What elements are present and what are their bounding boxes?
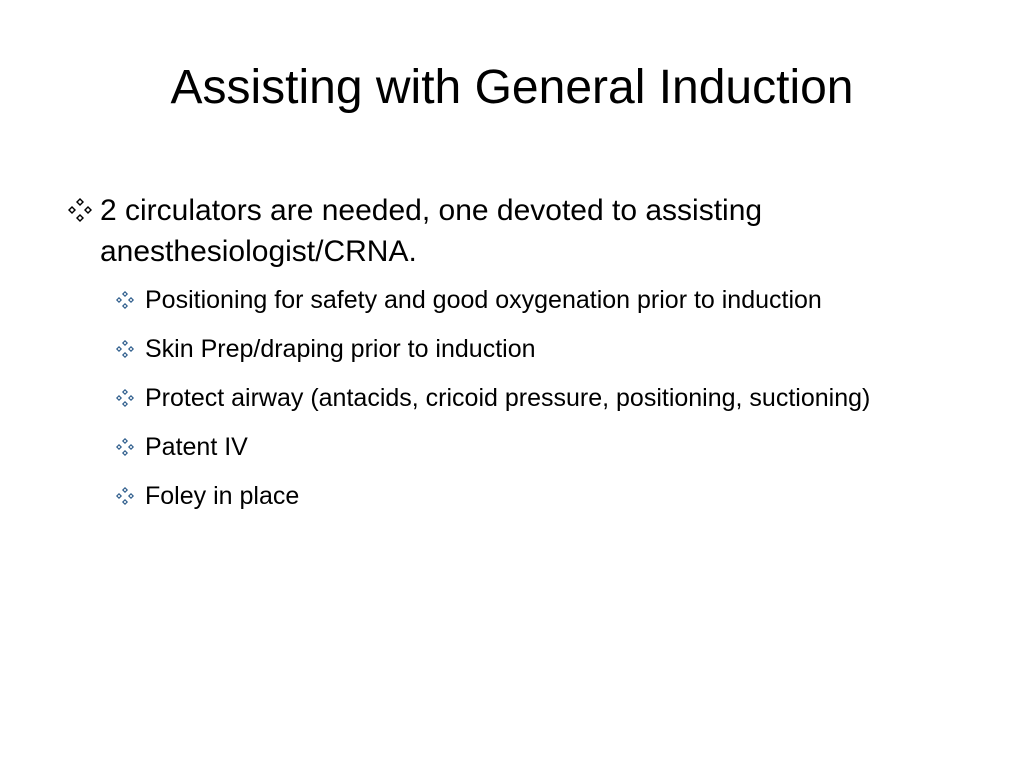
four-diamond-bullet-icon bbox=[111, 280, 141, 321]
subbullet-text: Skin Prep/draping prior to induction bbox=[145, 335, 536, 363]
subbullet-text: Protect airway (antacids, cricoid pressure, positioning, suctioning) bbox=[145, 384, 871, 412]
bullet-level2 bbox=[111, 427, 946, 468]
subbullet-text: Foley in place bbox=[145, 482, 300, 510]
four-diamond-bullet-icon bbox=[111, 378, 141, 419]
bullet-level2 bbox=[111, 280, 946, 321]
four-diamond-bullet-icon bbox=[111, 329, 141, 370]
subbullet-text: Positioning for safety and good oxygenation prior to induction bbox=[145, 286, 822, 314]
bullet-level2 bbox=[111, 378, 946, 419]
subbullet-text: Patent IV bbox=[145, 433, 248, 461]
four-diamond-bullet-icon bbox=[111, 427, 141, 468]
bullet-level1 bbox=[66, 190, 946, 272]
bullet-text: 2 circulators are needed, one devoted to assisting anesthesiologist/CRNA. bbox=[100, 194, 763, 268]
slide-body bbox=[66, 190, 946, 525]
four-diamond-bullet-icon bbox=[66, 190, 96, 231]
four-diamond-bullet-icon bbox=[111, 476, 141, 517]
slide-title: Assisting with General Induction bbox=[170, 61, 854, 114]
bullet-level2 bbox=[111, 476, 946, 517]
bullet-level2 bbox=[111, 329, 946, 370]
